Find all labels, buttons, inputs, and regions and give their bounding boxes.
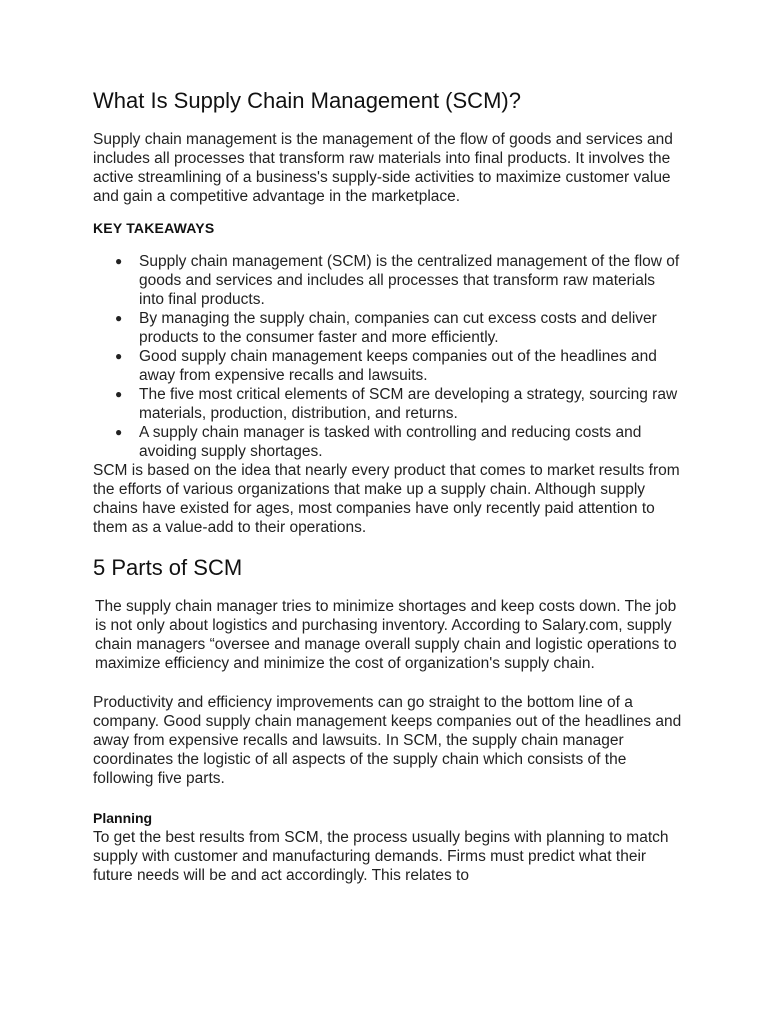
bullet-icon: ● [115,254,123,268]
bullet-icon: ● [115,387,123,401]
document-page [93,86,683,885]
bullet-icon: ● [115,425,123,439]
planning-paragraph: To get the best results from SCM, the process usually begins with planning to match supply with customer and manufacturing demands. Firms must predict what their future needs will be and act accordingly. This relates to [93,829,669,884]
scm-basis-paragraph: SCM is based on the idea that nearly every product that comes to market results from the efforts of various organizations that make up a supply chain. Although supply chains have existed for ages, most companies have only recently paid attention to them as a value-add to their operations. [93,462,680,536]
intro-paragraph: Supply chain management is the management of the flow of goods and services and includes all processes that transform raw materials into final products. It involves the active streamlining of a business's supply-side activities to maximize customer value and gain a competitive advantage in the marketplace. [93,131,673,205]
productivity-paragraph: Productivity and efficiency improvements can go straight to the bottom line of a company. Good supply chain management keeps companies out of the headlines and away from expensive recalls and lawsuits. In SCM, the supply chain manager coordinates the logistic of all aspects of the supply chain which consists of the following five parts. [93,694,682,787]
page-title: What Is Supply Chain Management (SCM)? [93,88,521,113]
manager-paragraph: The supply chain manager tries to minimize shortages and keep costs down. The job is not only about logistics and purchasing inventory. According to Salary.com, supply chain managers “oversee and manage overall supply chain and logistic operations to maximize efficiency and minimize the cost of organization's supply chain. [95,598,677,672]
section-heading-five-parts: 5 Parts of SCM [93,555,243,580]
list-item: ● By managing the supply chain, companies can cut excess costs and deliver products to the consumer faster and more efficiently. [115,310,657,346]
planning-heading: Planning [93,810,153,826]
bullet-icon: ● [115,311,123,325]
bullet-icon: ● [115,349,123,363]
key-takeaways-list [93,252,683,461]
key-takeaways-heading: KEY TAKEAWAYS [93,220,215,236]
list-item: ● Supply chain management (SCM) is the centralized management of the flow of goods and services and includes all processes that transform raw materials into final products. [115,253,680,308]
list-item: ● Good supply chain management keeps companies out of the headlines and away from expensive recalls and lawsuits. [115,348,657,384]
list-item: ● The five most critical elements of SCM are developing a strategy, sourcing raw materials, production, distribution, and returns. [115,386,678,422]
list-item: ● A supply chain manager is tasked with controlling and reducing costs and avoiding supply shortages. [115,424,642,460]
